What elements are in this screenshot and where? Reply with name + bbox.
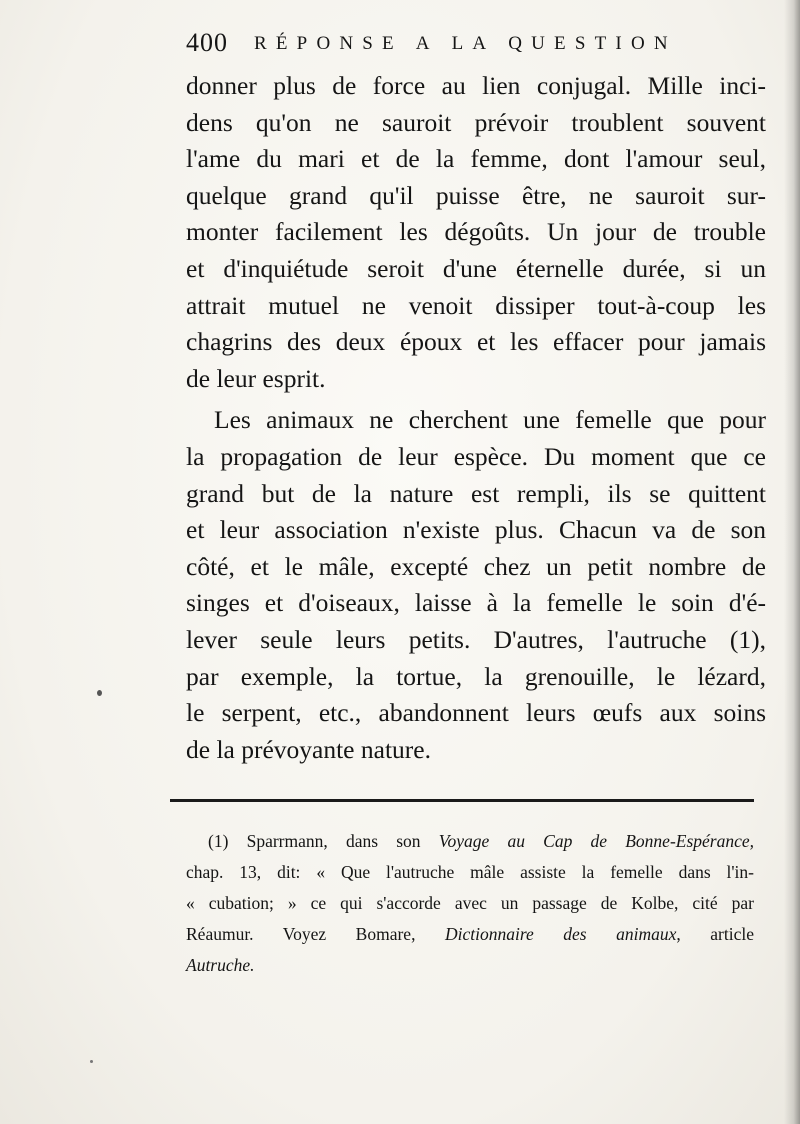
footnote-line: Autruche.: [186, 955, 255, 975]
text-line: lever seule leurs petits. D'autres, l'autruche (1),: [186, 624, 766, 654]
text-line: côté, et le mâle, excepté chez un petit nombre de: [186, 551, 766, 581]
running-title: RÉPONSE A LA QUESTION: [254, 33, 677, 54]
footnote-book-title: Voyage au Cap de Bonne-Espérance,: [438, 831, 755, 851]
footnote-text: Réaumur. Voyez Bomare,: [186, 924, 445, 944]
text-line: et leur association n'existe plus. Chacun va de son: [186, 515, 766, 545]
ink-speck: [97, 690, 102, 696]
text-line: donner plus de force au lien conjugal. Mille inci-: [186, 71, 766, 100]
text-line: dens qu'on ne sauroit prévoir troublent souvent: [186, 107, 766, 137]
text-line: Les animaux ne cherchent une femelle que pour: [214, 405, 766, 435]
footnote-line: « cubation; » ce qui s'accorde avec un passage de Kolbe, cité par: [186, 893, 754, 913]
footnote-line: [186, 826, 754, 857]
footnote-text: , article: [676, 924, 754, 944]
ink-speck: [90, 1060, 93, 1063]
text-line: quelque grand qu'il puisse être, ne sauroit sur-: [186, 180, 766, 210]
text-line: l'ame du mari et de la femme, dont l'amour seul,: [186, 144, 766, 174]
text-line: chagrins des deux époux et les effacer pour jamais: [186, 327, 766, 357]
main-text: [186, 68, 766, 768]
footnote-book-title: Dictionnaire des animaux: [444, 924, 677, 944]
page-gutter-shadow: [784, 0, 800, 1124]
text-line: par exemple, la tortue, la grenouille, le lézard,: [186, 661, 766, 691]
footnote-text: (1) Sparrmann, dans son: [208, 831, 439, 851]
text-line: singes et d'oiseaux, laisse à la femelle le soin d'é-: [186, 588, 766, 618]
text-line: de la prévoyante nature.: [186, 734, 431, 764]
text-line: le serpent, etc., abandonnent leurs œufs aux soins: [186, 698, 766, 728]
running-header: [186, 28, 766, 68]
page-number: 400: [186, 28, 228, 57]
text-line: attrait mutuel ne venoit dissiper tout-à-coup les: [186, 290, 766, 320]
footnote-line: [186, 919, 754, 950]
text-line: grand but de la nature est rempli, ils se quittent: [186, 478, 766, 508]
text-line: et d'inquiétude seroit d'une éternelle durée, si un: [186, 253, 766, 283]
footnote-rule: [170, 799, 754, 802]
footnote: [186, 826, 754, 981]
footnote-line: chap. 13, dit: « Que l'autruche mâle assiste la femelle dans l'in-: [186, 862, 754, 882]
text-line: monter facilement les dégoûts. Un jour de trouble: [186, 217, 766, 247]
text-line: de leur esprit.: [186, 363, 326, 393]
text-line: la propagation de leur espèce. Du moment que ce: [186, 441, 766, 471]
paragraph-2: [186, 402, 766, 768]
paragraph-1: [186, 68, 766, 397]
